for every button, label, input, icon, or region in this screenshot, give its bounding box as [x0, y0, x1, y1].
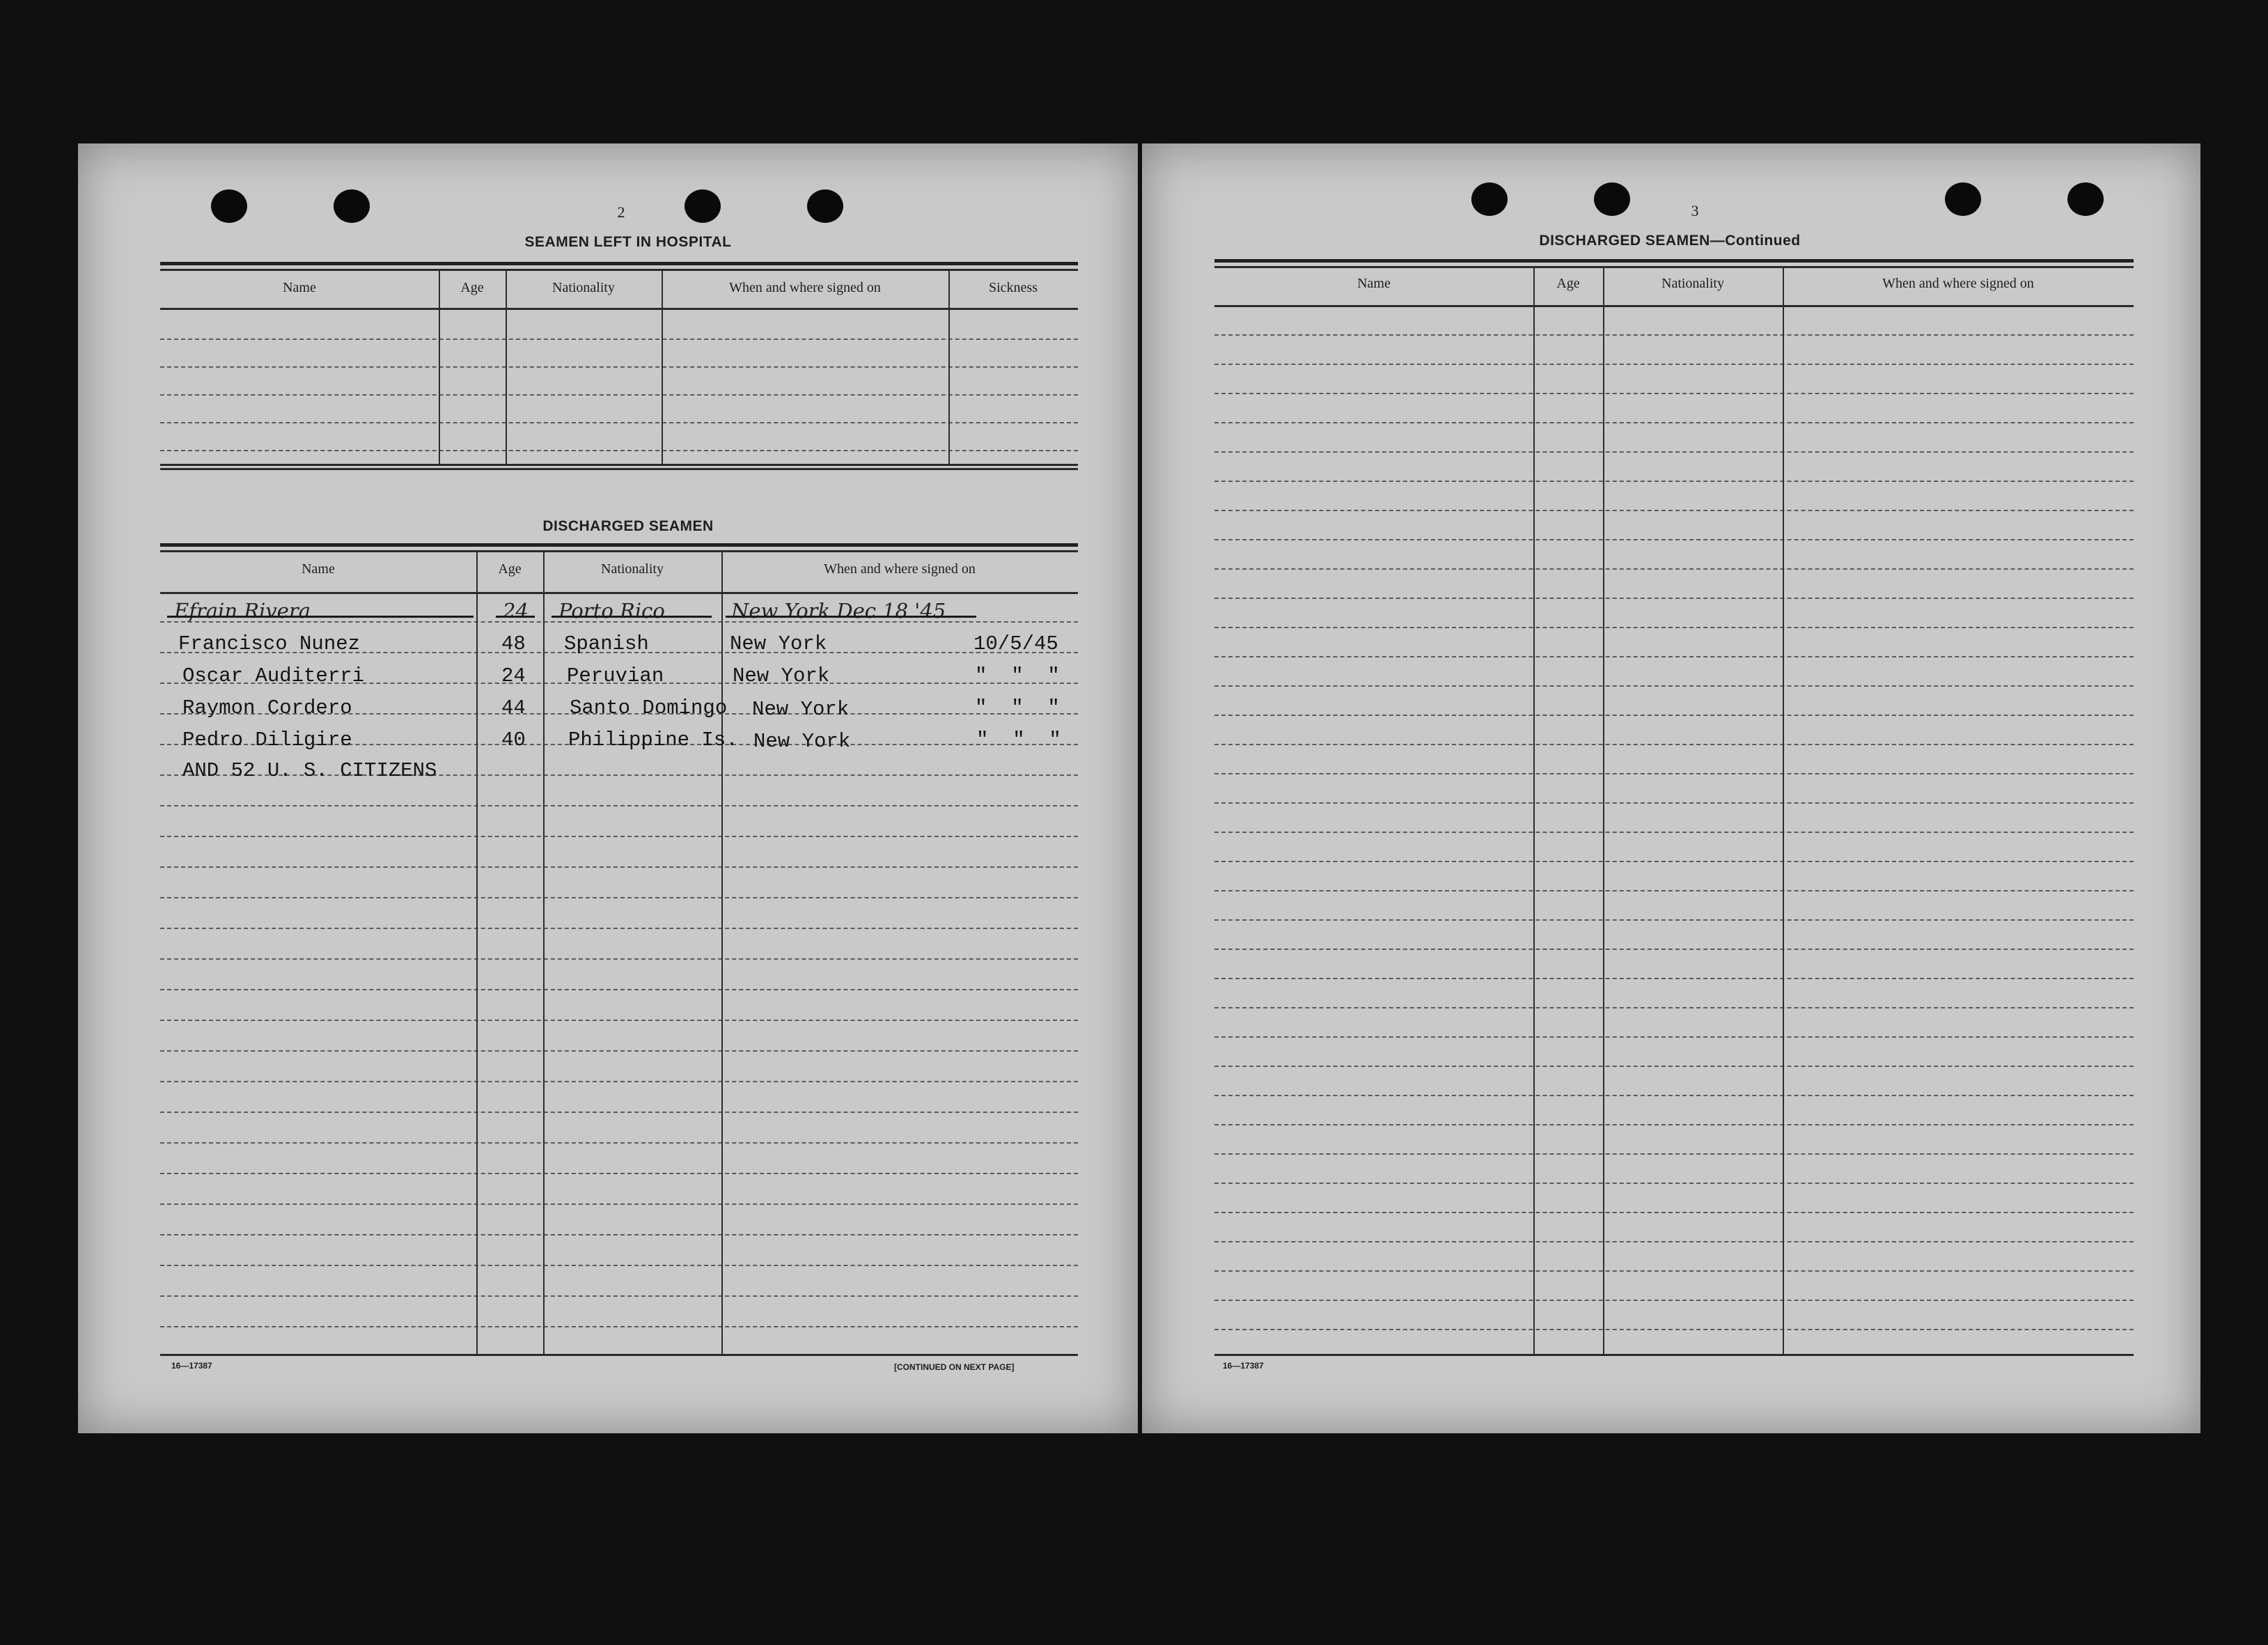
seaman-nationality: Peruvian: [567, 664, 664, 687]
struck-signed-on: New York Dec 18 '45: [731, 599, 946, 623]
signed-on-date: " " ": [975, 696, 1060, 719]
punch-hole: [1945, 182, 1981, 216]
struck-nationality: Porto Rico: [558, 599, 665, 623]
signed-on-place: New York: [730, 632, 827, 655]
seaman-nationality: Philippine Is.: [568, 728, 738, 751]
punch-hole: [334, 189, 370, 223]
punch-hole: [1471, 182, 1508, 216]
seaman-age: 40: [501, 728, 526, 751]
strike-line: [167, 616, 474, 618]
seaman-name: Raymon Cordero: [182, 696, 352, 719]
struck-age: 24: [503, 599, 529, 623]
discharged-table: [160, 543, 1078, 1379]
col-header-name: Name: [302, 561, 335, 577]
strike-line: [552, 616, 712, 618]
seaman-name: Francisco Nunez: [178, 632, 361, 655]
col-header-signed-on: When and where signed on: [1882, 276, 2034, 291]
discharged-continued-table: [1214, 259, 2134, 1373]
strike-line: [496, 616, 535, 618]
seaman-nationality: Santo Domingo: [570, 696, 728, 719]
col-header-nationality: Nationality: [552, 280, 615, 295]
punch-hole: [685, 189, 721, 223]
signed-on-place: New York: [752, 698, 850, 721]
signed-on-date: " " ": [976, 728, 1061, 751]
page-number: 2: [617, 203, 625, 221]
seaman-age: 24: [501, 664, 526, 687]
punch-hole: [1594, 182, 1630, 216]
struck-name: Efrain Rivera: [174, 599, 311, 623]
col-header-signed-on: When and where signed on: [824, 561, 976, 577]
punch-hole: [2067, 182, 2104, 216]
left-page: [78, 143, 1138, 1433]
discharged-continued-title: DISCHARGED SEAMEN—Continued: [1539, 233, 1801, 249]
seaman-nationality: Spanish: [564, 632, 649, 655]
right-page: [1142, 143, 2200, 1433]
continued-note: [CONTINUED ON NEXT PAGE]: [894, 1362, 1015, 1372]
col-header-signed-on: When and where signed on: [729, 280, 881, 295]
seaman-name: AND 52 U. S. CITIZENS: [182, 759, 437, 782]
signed-on-date: 10/5/45: [973, 632, 1058, 655]
seaman-name: Oscar Auditerri: [182, 664, 365, 687]
col-header-name: Name: [283, 280, 316, 295]
page-number: 3: [1691, 202, 1699, 219]
col-header-name: Name: [1357, 276, 1391, 291]
signed-on-place: New York: [733, 664, 830, 687]
discharged-section-title: DISCHARGED SEAMEN: [542, 518, 714, 534]
seaman-age: 44: [501, 696, 526, 719]
col-header-age: Age: [460, 280, 484, 295]
form-number: 16—17387: [171, 1361, 212, 1371]
col-header-age: Age: [498, 561, 522, 577]
form-number: 16—17387: [1223, 1361, 1264, 1371]
seaman-name: Pedro Diligire: [182, 728, 352, 751]
signed-on-place: New York: [753, 730, 851, 753]
signed-on-date: " " ": [975, 664, 1060, 687]
col-header-age: Age: [1556, 276, 1580, 291]
hospital-section-title: SEAMEN LEFT IN HOSPITAL: [524, 234, 732, 250]
punch-hole: [211, 189, 247, 223]
col-header-sickness: Sickness: [989, 280, 1038, 295]
col-header-nationality: Nationality: [601, 561, 664, 577]
seaman-age: 48: [501, 632, 526, 655]
col-header-nationality: Nationality: [1661, 276, 1724, 291]
strike-line: [726, 616, 976, 618]
punch-hole: [807, 189, 843, 223]
